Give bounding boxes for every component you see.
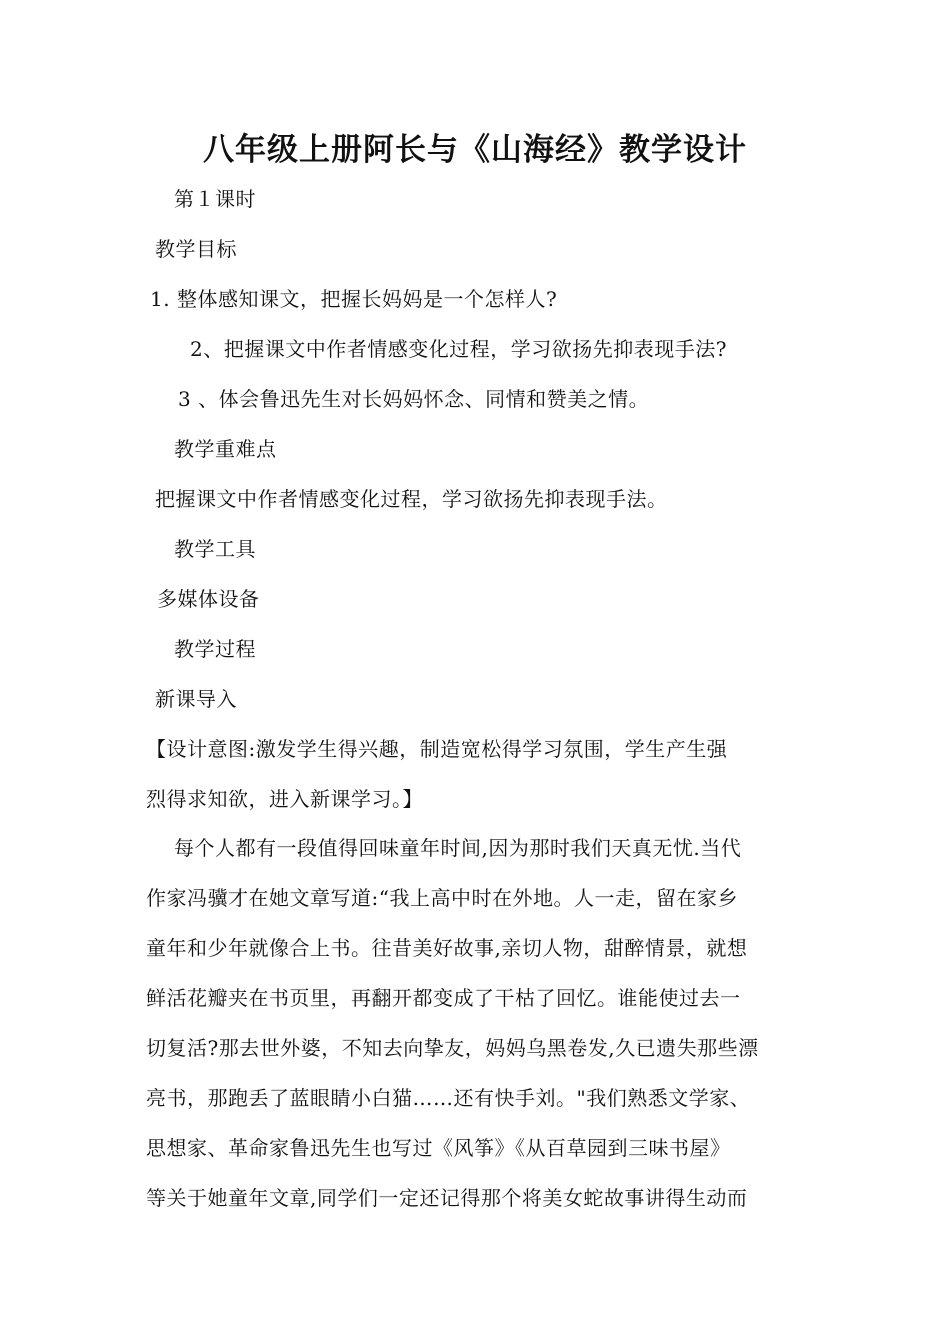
document-title: 八年级上册阿长与《山海经》教学设计: [203, 132, 747, 168]
body-paragraph-line: 每个人都有一段值得回味童年时间,因为那时我们天真无忧.当代: [174, 836, 742, 860]
tools-heading: 教学工具: [174, 537, 256, 561]
process-heading: 教学过程: [174, 637, 256, 661]
objectives-heading: 教学目标: [155, 237, 237, 261]
key-points-heading: 教学重难点: [174, 437, 277, 461]
body-paragraph-line: 鲜活花瓣夹在书页里，再翻开都变成了干枯了回忆。谁能使过去一: [146, 986, 741, 1010]
body-paragraph-line: 切复活?那去世外婆，不知去向挚友，妈妈乌黑卷发,久已遗失那些漂: [146, 1036, 759, 1060]
body-paragraph-line: 童年和少年就像合上书。往昔美好故事,亲切人物，甜醉情景，就想: [146, 936, 748, 960]
tools-text: 多媒体设备: [157, 587, 260, 611]
body-paragraph-line: 亮书，那跑丢了蓝眼睛小白猫……还有快手刘。"我们熟悉文学家、: [146, 1086, 751, 1110]
design-intent-line: 烈得求知欲，进入新课学习。】: [146, 787, 423, 811]
design-intent-line: 【设计意图:激发学生得兴趣，制造宽松得学习氛围，学生产生强: [146, 737, 728, 761]
body-paragraph-line: 作家冯骥才在她文章写道:“我上高中时在外地。人一走，留在家乡: [146, 886, 738, 910]
objective-item: 1. 整体感知课文，把握长妈妈是一个怎样人?: [150, 287, 558, 311]
body-paragraph-line: 等关于她童年文章,同学们一定还记得那个将美女蛇故事讲得生动而: [146, 1186, 748, 1210]
objective-item: 2、把握课文中作者情感变化过程，学习欲扬先抑表现手法?: [190, 337, 727, 361]
objective-item: 3 、体会鲁迅先生对长妈妈怀念、同情和赞美之情。: [178, 387, 650, 411]
body-paragraph-line: 思想家、革命家鲁迅先生也写过《风筝》《从百草园到三味书屋》: [146, 1136, 731, 1160]
lesson-label: 第１课时: [174, 187, 256, 211]
key-points-text: 把握课文中作者情感变化过程，学习欲扬先抑表现手法。: [155, 487, 668, 511]
intro-heading: 新课导入: [155, 687, 237, 711]
